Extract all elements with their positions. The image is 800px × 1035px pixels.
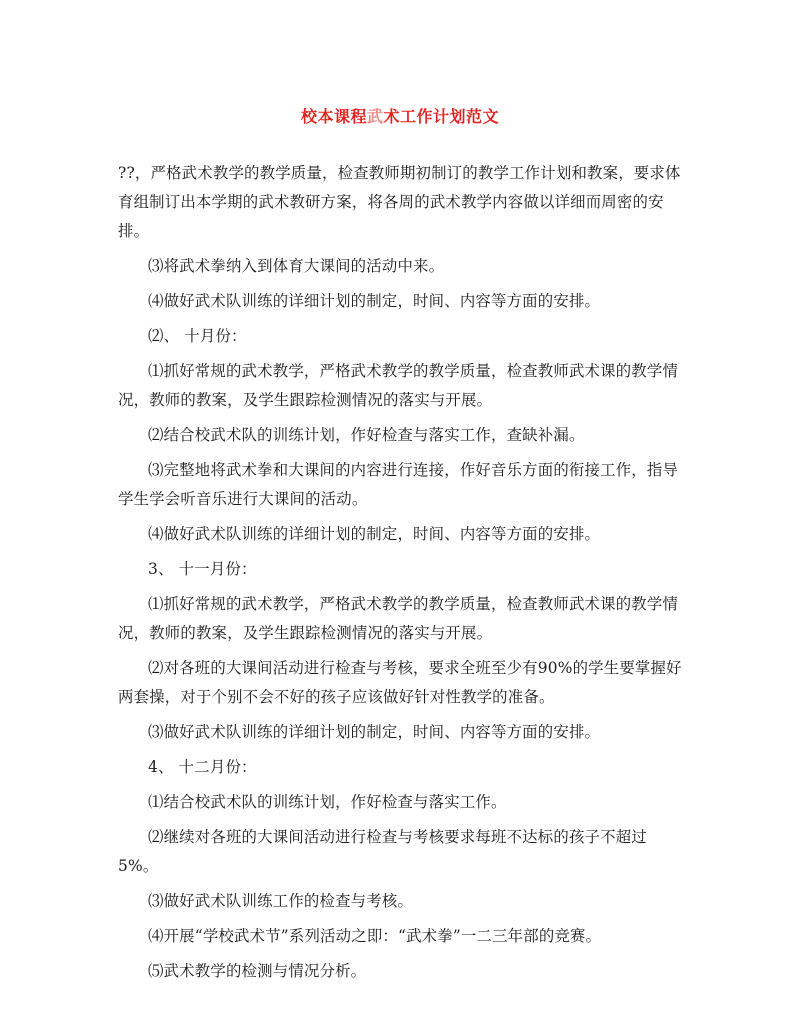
paragraph-item: ⑷开展“学校武术节”系列活动之即：“武术拳”一二三年部的竞赛。 (148, 927, 602, 945)
paragraph-item: ⑶完整地将武术拳和大课间的内容进行连接，作好音乐方面的衔接工作，指导学生学会听音乐进行大课间的活动。 (118, 461, 679, 508)
paragraph-intro: ??，严格武术教学的教学质量，检查教师期初制订的教学工作计划和教案，要求体育组制订出本学期的武术教研方案，将各周的武术教学内容做以详细而周密的安排。 (118, 164, 681, 240)
paragraph-item: ⑷做好武术队训练的详细计划的制定，时间、内容等方面的安排。 (148, 525, 601, 543)
paragraph-item: ⑶将武术拳纳入到体育大课间的活动中来。 (148, 257, 445, 275)
paragraph-item: ⑷做好武术队训练的详细计划的制定，时间、内容等方面的安排。 (148, 292, 601, 310)
paragraph-item: ⑵继续对各班的大课间活动进行检查与考核要求每班不达标的孩子不超过5%。 (118, 828, 647, 875)
paragraph-item: ⑸武术教学的检测与情况分析。 (148, 962, 367, 980)
title-text-part2: 术工作计划范文 (383, 107, 500, 126)
paragraph-item: ⑵结合校武术队的训练计划，作好检查与落实工作，查缺补漏。 (148, 426, 585, 444)
document-title (0, 104, 800, 127)
paragraph-item: ⑶做好武术队训练工作的检查与考核。 (148, 892, 414, 910)
paragraph-item: ⑴结合校武术队的训练计划，作好检查与落实工作。 (148, 793, 507, 811)
paragraph-item: ⑴抓好常规的武术教学，严格武术教学的教学质量，检查教师武术课的教学情况，教师的教案，及学生跟踪检测情况的落实与开展。 (118, 362, 679, 409)
section-heading-december: 4、 十二月份： (148, 758, 257, 776)
paragraph-item: ⑵对各班的大课间活动进行检查与考核，要求全班至少有90%的学生要掌握好两套操，对于个别不会不好的孩子应该做好针对性教学的准备。 (118, 659, 682, 706)
title-text-part1: 校本课程 (300, 107, 367, 126)
paragraph-item: ⑴抓好常规的武术教学，严格武术教学的教学质量，检查教师武术课的教学情况，教师的教案，及学生跟踪检测情况的落实与开展。 (118, 595, 679, 642)
section-heading-october: ⑵、 十月份： (148, 327, 247, 345)
title-text-faint: 武 (366, 107, 384, 126)
document-body (118, 159, 682, 992)
section-heading-november: 3、 十一月份： (148, 560, 257, 578)
paragraph-item: ⑶做好武术队训练的详细计划的制定，时间、内容等方面的安排。 (148, 723, 601, 741)
